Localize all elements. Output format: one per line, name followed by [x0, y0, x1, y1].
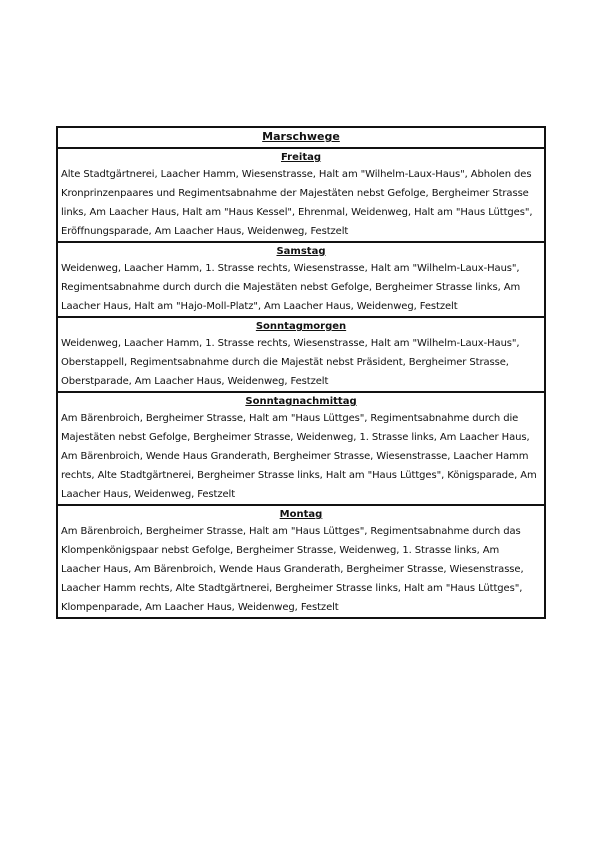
section-text: Am Bärenbroich, Bergheimer Strasse, Halt am "Haus Lüttges", Regimentsabnahme durch die Majestäten nebst Gefolge, Bergheimer Strasse, Weidenweg, 1. Strasse links, Am Laacher Haus, Am Bärenbroich, Wende Haus Granderath, Bergheimer Strasse, Wiesenstrasse, Laacher Hamm rechts, Alte Stadtgärtnerei, Bergheimer Strasse links, Halt am "Haus Lüttges", Königsparade, Am Laacher Haus, Weidenweg, Festzelt	[61, 413, 537, 500]
section-samstag	[58, 244, 544, 318]
section-text: Am Bärenbroich, Bergheimer Strasse, Halt am "Haus Lüttges", Regimentsabnahme durch das Klompenkönigspaar nebst Gefolge, Bergheimer Strasse, Weidenweg, 1. Strasse links, Am Laacher Haus, Am Bärenbroich, Wende Haus Granderath, Bergheimer Strasse, Wiesenstrasse, Laacher Hamm rechts, Alte Stadtgärtnerei, Bergheimer Strasse links, Halt am "Haus Lüttges", Klompenparade, Am Laacher Haus, Weidenweg, Festzelt	[61, 526, 524, 613]
section-heading: Sonntagmorgen	[255, 321, 347, 332]
section-freitag	[58, 150, 544, 243]
section-heading: Freitag	[280, 152, 322, 163]
section-montag	[58, 507, 544, 617]
route-table	[56, 126, 546, 619]
table-title: Marschwege	[58, 128, 544, 149]
section-heading: Samstag	[276, 246, 326, 257]
section-heading: Sonntagnachmittag	[245, 396, 357, 407]
section-sonntagnachmittag	[58, 394, 544, 506]
section-text: Weidenweg, Laacher Hamm, 1. Strasse rechts, Wiesenstrasse, Halt am "Wilhelm-Laux-Haus", Oberstappell, Regimentsabnahme durch die Majestät nebst Präsident, Bergheimer Strasse, Oberstparade, Am Laacher Haus, Weidenweg, Festzelt	[61, 338, 520, 387]
section-text: Weidenweg, Laacher Hamm, 1. Strasse rechts, Wiesenstrasse, Halt am "Wilhelm-Laux-Haus", Regimentsabnahme durch durch die Majestäten nebst Gefolge, Bergheimer Strasse links, Am Laacher Haus, Halt am "Hajo-Moll-Platz", Am Laacher Haus, Weidenweg, Festzelt	[61, 263, 521, 312]
section-text: Alte Stadtgärtnerei, Laacher Hamm, Wiesenstrasse, Halt am "Wilhelm-Laux-Haus", Abholen des Kronprinzenpaares und Regimentsabnahme der Majestäten nebst Gefolge, Bergheimer Strasse links, Am Laacher Haus, Halt am "Haus Kessel", Ehrenmal, Weidenweg, Halt am "Haus Lüttges", Eröffnungsparade, Am Laacher Haus, Weidenweg, Festzelt	[61, 169, 533, 237]
section-heading: Montag	[279, 509, 323, 520]
section-sonntagmorgen	[58, 319, 544, 393]
